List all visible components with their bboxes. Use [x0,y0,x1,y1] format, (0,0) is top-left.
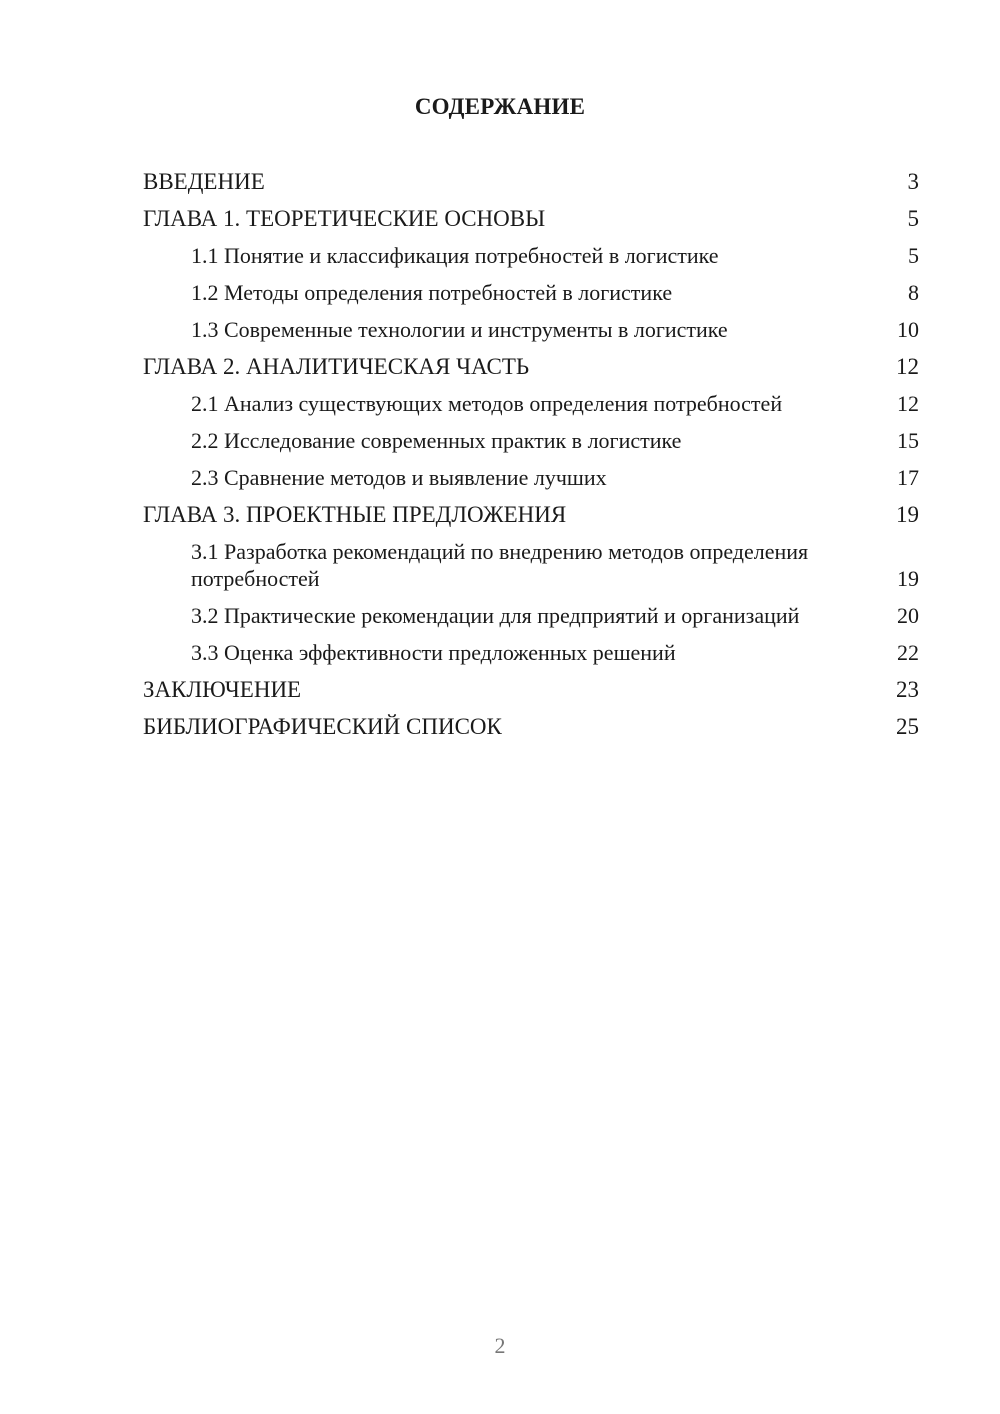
page-number: 2 [494,1333,506,1358]
toc-entry-page: 15 [897,428,919,453]
toc-entry-title: 2.3 Сравнение методов и выявление лучших [191,465,607,490]
toc-entry-page: 23 [896,677,919,702]
toc-entry[interactable] [143,242,919,269]
toc-entry[interactable] [143,676,919,703]
toc-entry-page: 3 [907,169,919,194]
toc-entry-page: 5 [907,206,919,231]
toc-entry-page: 12 [896,354,919,379]
toc-entry-page: 19 [897,566,919,591]
toc-entry[interactable] [143,639,919,666]
toc-entry-title: 1.3 Современные технологии и инструменты в логистике [191,317,728,342]
toc-entry-title: ЗАКЛЮЧЕНИЕ [143,677,302,702]
toc-entry[interactable] [143,501,919,528]
toc-entry-title: ВВЕДЕНИЕ [143,169,265,194]
toc-entry-page: 12 [897,391,919,416]
table-of-contents [143,168,919,750]
toc-entry-page: 25 [896,714,919,739]
toc-entry-title: ГЛАВА 2. АНАЛИТИЧЕСКАЯ ЧАСТЬ [143,354,530,379]
toc-entry-page: 19 [896,502,919,527]
toc-entry[interactable] [143,427,919,454]
toc-entry-title: 2.1 Анализ существующих методов определения потребностей [191,391,783,416]
toc-entry-title: БИБЛИОГРАФИЧЕСКИЙ СПИСОК [143,714,502,739]
toc-entry-title: 3.3 Оценка эффективности предложенных решений [191,640,676,665]
toc-entry-title: 3.2 Практические рекомендации для предприятий и организаций [191,603,800,628]
page-title: СОДЕРЖАНИЕ [414,94,586,119]
toc-entry-page: 10 [897,317,919,342]
toc-entry-page: 22 [897,640,919,665]
toc-entry-page: 5 [908,243,919,268]
toc-entry[interactable] [143,279,919,306]
toc-entry-page: 8 [908,280,919,305]
toc-entry[interactable] [143,390,919,417]
toc-entry[interactable] [143,168,919,195]
toc-entry[interactable] [143,464,919,491]
toc-entry[interactable] [143,538,919,592]
toc-entry-title: ГЛАВА 3. ПРОЕКТНЫЕ ПРЕДЛОЖЕНИЯ [143,502,567,527]
toc-entry-title: ГЛАВА 1. ТЕОРЕТИЧЕСКИЕ ОСНОВЫ [143,206,546,231]
toc-entry[interactable] [143,602,919,629]
toc-entry-title: 2.2 Исследование современных практик в логистике [191,428,682,453]
toc-entry-title: 3.1 Разработка рекомендаций по внедрению методов определения потребностей [191,539,809,591]
toc-entry-title: 1.2 Методы определения потребностей в логистике [191,280,673,305]
toc-entry[interactable] [143,316,919,343]
toc-entry[interactable] [143,205,919,232]
toc-entry-page: 20 [897,603,919,628]
toc-entry-page: 17 [897,465,919,490]
toc-entry-title: 1.1 Понятие и классификация потребностей в логистике [191,243,719,268]
toc-entry[interactable] [143,353,919,380]
toc-entry[interactable] [143,713,919,740]
